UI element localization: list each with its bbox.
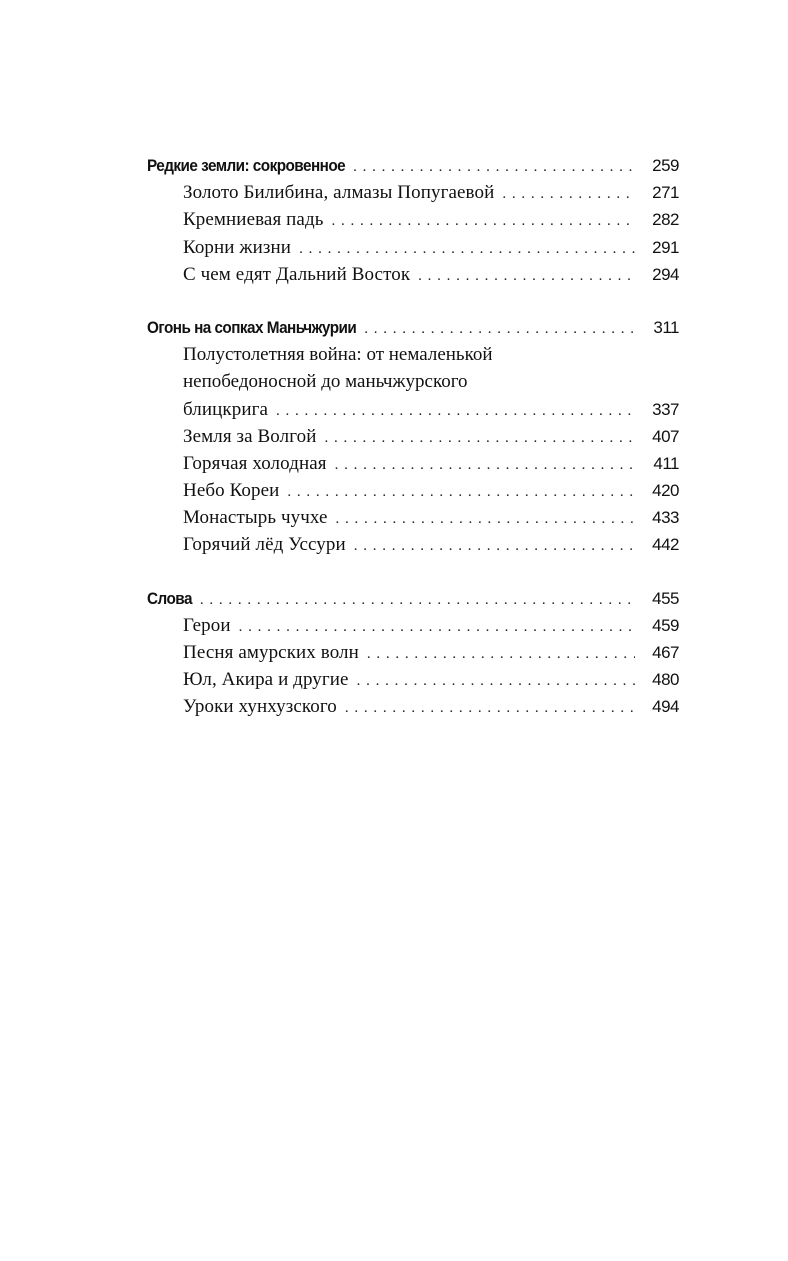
entry-title: Песня амурских волн — [183, 642, 359, 663]
page-number: 271 — [652, 183, 679, 203]
toc-entry[interactable] — [147, 477, 679, 504]
entry-title: Кремниевая падь — [183, 209, 324, 231]
page-number: 259 — [652, 156, 679, 175]
section-title: Огонь на сопках Маньчжурии — [147, 317, 357, 337]
section-title: Слова — [147, 588, 192, 608]
page-number: 459 — [652, 615, 679, 635]
dot-leader — [418, 263, 635, 290]
toc-section-heading[interactable] — [147, 585, 679, 612]
entry-title: Земля за Волгой — [183, 425, 317, 447]
page-number: 294 — [652, 264, 679, 284]
dot-leader — [357, 668, 635, 695]
page-number: 467 — [652, 643, 679, 662]
page-number: 311 — [653, 317, 679, 337]
toc-entry[interactable] — [147, 179, 679, 206]
toc-section-heading[interactable] — [147, 152, 679, 179]
toc-entry[interactable] — [147, 666, 679, 693]
dot-leader — [345, 695, 635, 722]
page-number: 494 — [652, 697, 679, 717]
dot-leader — [325, 425, 635, 452]
page-number: 480 — [652, 670, 679, 690]
dot-leader — [239, 614, 635, 641]
dot-leader — [364, 316, 635, 343]
dot-leader — [353, 154, 635, 181]
toc-entry-line: непобедоносной до маньчжурского — [183, 371, 468, 393]
entry-title: С чем едят Дальний Восток — [183, 263, 411, 285]
toc-entry[interactable] — [147, 693, 679, 720]
toc-entry[interactable] — [147, 531, 679, 558]
dot-leader — [367, 641, 635, 668]
table-of-contents — [147, 152, 679, 747]
page-number: 291 — [652, 237, 679, 257]
toc-section — [147, 314, 679, 559]
entry-title: Уроки хунхузского — [183, 696, 337, 718]
page-number: 420 — [652, 481, 679, 501]
toc-entry[interactable] — [147, 234, 679, 261]
entry-title: Горячий лёд Уссури — [183, 534, 346, 556]
page-number: 442 — [652, 535, 679, 555]
toc-entry[interactable] — [147, 396, 679, 423]
toc-entry[interactable] — [147, 450, 679, 477]
dot-leader — [200, 587, 635, 614]
entry-title: Монастырь чучхе — [183, 507, 328, 529]
toc-entry-line: Полустолетняя война: от немаленькой — [183, 344, 493, 366]
dot-leader — [335, 452, 635, 479]
page-number: 337 — [652, 399, 679, 419]
toc-entry[interactable] — [147, 504, 679, 531]
toc-entry[interactable] — [147, 639, 679, 666]
toc-section — [147, 152, 679, 288]
dot-leader — [287, 479, 635, 506]
entry-title: Небо Кореи — [183, 480, 280, 502]
toc-entry[interactable] — [147, 261, 679, 288]
section-title: Редкие земли: сокровенное — [147, 156, 346, 175]
entry-title: Юл, Акира и другие — [183, 669, 349, 691]
dot-leader — [336, 506, 635, 533]
entry-title: Горячая холодная — [183, 452, 327, 474]
dot-leader — [502, 181, 635, 208]
toc-section-heading[interactable] — [147, 314, 679, 341]
page-number: 455 — [652, 588, 679, 608]
dot-leader — [276, 398, 635, 425]
entry-title: блицкрига — [183, 398, 269, 420]
entry-title: Герои — [183, 614, 231, 636]
entry-title: Корни жизни — [183, 236, 292, 258]
toc-section — [147, 585, 679, 721]
toc-entry[interactable] — [147, 423, 679, 450]
page-number: 282 — [652, 210, 679, 230]
dot-leader — [331, 208, 635, 235]
entry-title: Золото Билибина, алмазы Попугаевой — [183, 182, 495, 204]
page-number: 411 — [653, 453, 679, 473]
page-number: 407 — [652, 426, 679, 446]
toc-entry[interactable] — [147, 206, 679, 233]
toc-entry[interactable] — [147, 612, 679, 639]
page-number: 433 — [652, 508, 679, 528]
dot-leader — [299, 236, 635, 263]
dot-leader — [354, 533, 635, 560]
